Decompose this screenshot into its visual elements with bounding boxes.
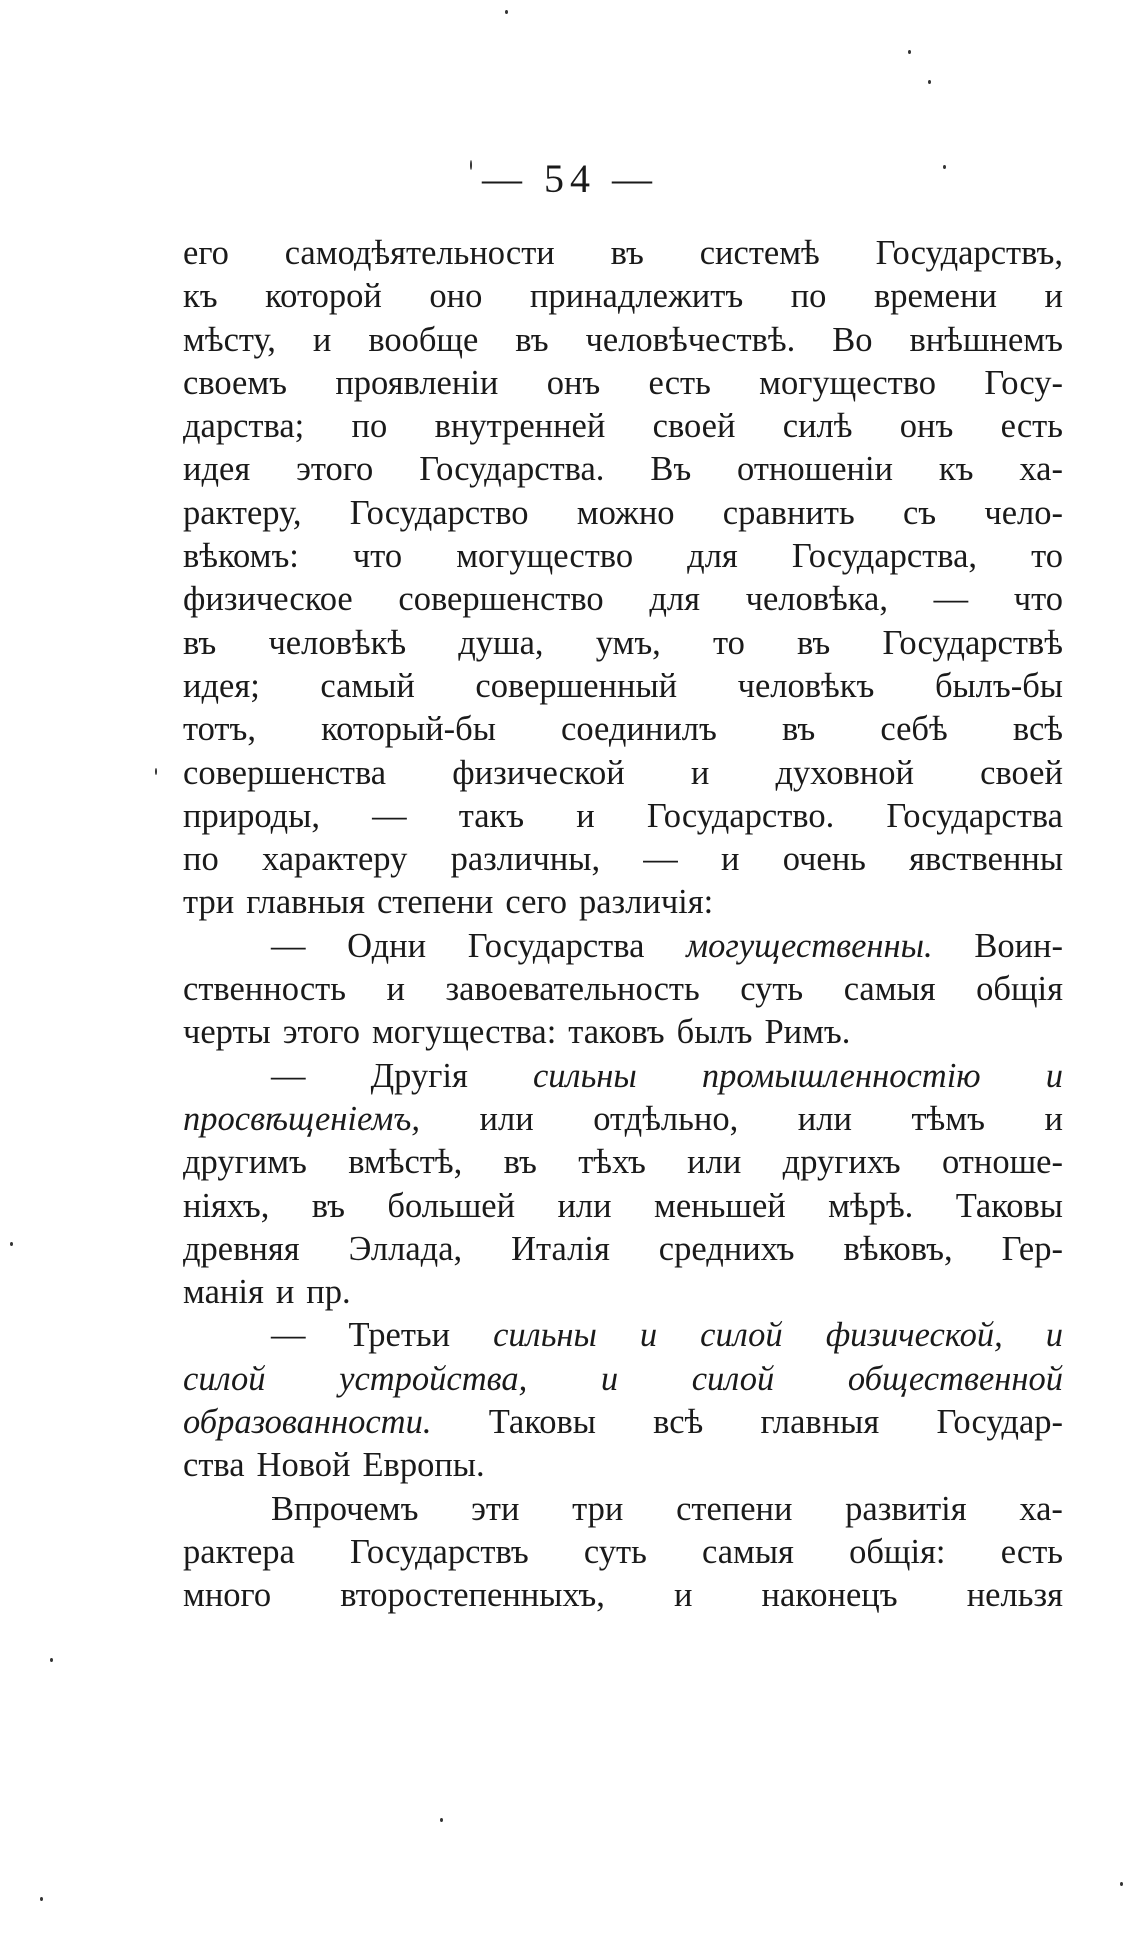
word: — bbox=[372, 796, 407, 835]
word: Въ bbox=[650, 450, 692, 489]
word: могущественны. bbox=[686, 926, 933, 965]
word: своей bbox=[652, 407, 736, 446]
word: Во bbox=[832, 320, 873, 359]
word: къ bbox=[183, 277, 218, 316]
word: просвѣщеніемъ, bbox=[183, 1099, 420, 1138]
word: есть bbox=[1000, 1532, 1063, 1571]
word: и bbox=[600, 1359, 619, 1398]
text-line bbox=[183, 319, 1063, 362]
word: Европы. bbox=[362, 1446, 485, 1485]
word: силой bbox=[691, 1359, 775, 1398]
word: вѣкомъ: bbox=[183, 537, 299, 576]
word: къ bbox=[938, 450, 974, 489]
word: идея bbox=[183, 450, 251, 489]
scan-speck bbox=[10, 1242, 13, 1246]
word: такъ bbox=[458, 796, 525, 835]
text-line bbox=[183, 665, 1063, 708]
word: Государство. bbox=[646, 796, 835, 835]
word: сего bbox=[505, 883, 567, 922]
word: всѣ bbox=[653, 1403, 704, 1442]
word: могущества: bbox=[371, 1013, 557, 1052]
word: общія bbox=[976, 970, 1063, 1009]
word: и bbox=[1044, 1099, 1063, 1138]
word: Другія bbox=[370, 1056, 468, 1095]
text-line bbox=[183, 1401, 1063, 1444]
word: совершенства bbox=[183, 753, 387, 792]
word: что bbox=[352, 537, 403, 576]
scan-speck bbox=[155, 768, 157, 775]
word: своей bbox=[980, 753, 1063, 792]
word: человѣкѣ bbox=[268, 623, 407, 662]
text-line bbox=[183, 838, 1063, 881]
word: главныя bbox=[246, 883, 365, 922]
word: тотъ, bbox=[183, 710, 256, 749]
word: въ bbox=[797, 623, 831, 662]
word: и bbox=[1045, 1316, 1063, 1355]
word: проявленіи bbox=[335, 363, 499, 402]
word: дарства; bbox=[183, 407, 305, 446]
word: духовной bbox=[775, 753, 914, 792]
word: можно bbox=[576, 493, 675, 532]
word: ха- bbox=[1019, 450, 1063, 489]
word: наконецъ bbox=[761, 1576, 898, 1615]
word: въ bbox=[311, 1186, 346, 1225]
word: есть bbox=[1000, 407, 1063, 446]
word: второстепенныхъ, bbox=[340, 1576, 605, 1615]
word: силѣ bbox=[782, 407, 853, 446]
word: меньшей bbox=[654, 1186, 786, 1225]
word: Государства. bbox=[419, 450, 605, 489]
word: Государства bbox=[886, 796, 1063, 835]
scan-speck bbox=[40, 1897, 43, 1901]
text-line bbox=[183, 362, 1063, 405]
word: явственны bbox=[909, 840, 1063, 879]
word: образованности. bbox=[183, 1403, 432, 1442]
word: степени bbox=[676, 1489, 793, 1528]
word: времени bbox=[874, 277, 997, 316]
word: соединилъ bbox=[561, 710, 717, 749]
word: самый bbox=[320, 666, 415, 705]
word: въ bbox=[503, 1143, 537, 1182]
word: то bbox=[712, 623, 745, 662]
word: идея; bbox=[183, 666, 260, 705]
word: отноше- bbox=[942, 1143, 1063, 1182]
text-line bbox=[183, 1358, 1063, 1401]
text-line bbox=[183, 1271, 1063, 1314]
word: тѣмъ bbox=[911, 1099, 985, 1138]
word: Воин- bbox=[974, 926, 1063, 965]
word: — bbox=[271, 1316, 306, 1355]
word: вообще bbox=[368, 320, 479, 359]
word: мѣрѣ. bbox=[828, 1186, 914, 1225]
word: системѣ bbox=[699, 234, 820, 272]
word: вмѣстѣ, bbox=[348, 1143, 463, 1182]
word: развитія bbox=[845, 1489, 967, 1528]
word: ха- bbox=[1019, 1489, 1063, 1528]
word: Государства, bbox=[791, 537, 978, 576]
word: характеру bbox=[261, 840, 408, 879]
word: этого bbox=[282, 1013, 360, 1052]
word: въ bbox=[781, 710, 816, 749]
word: его bbox=[183, 234, 229, 272]
word: по bbox=[183, 840, 219, 879]
word: этого bbox=[296, 450, 374, 489]
word: Новой bbox=[256, 1446, 351, 1485]
word: для bbox=[649, 580, 700, 619]
word: который-бы bbox=[321, 710, 496, 749]
word: внутренней bbox=[434, 407, 606, 446]
word: и bbox=[639, 1316, 658, 1355]
word: человѣкъ bbox=[737, 666, 875, 705]
word: и bbox=[1044, 277, 1063, 316]
word: что bbox=[1013, 580, 1063, 619]
word: чело- bbox=[984, 493, 1063, 532]
word: есть bbox=[648, 363, 711, 402]
scan-speck bbox=[440, 1818, 443, 1822]
word: своемъ bbox=[183, 363, 288, 402]
word: степени bbox=[376, 883, 494, 922]
text-line bbox=[183, 881, 1063, 924]
word: Государствъ bbox=[350, 1532, 529, 1571]
word: себѣ bbox=[880, 710, 948, 749]
word: три bbox=[183, 883, 235, 922]
text-line bbox=[183, 1011, 1063, 1054]
word: промышленностію bbox=[701, 1056, 981, 1095]
word: ства bbox=[183, 1446, 245, 1485]
word: отношеніи bbox=[737, 450, 894, 489]
word: Госу- bbox=[984, 363, 1063, 402]
text-line bbox=[183, 535, 1063, 578]
word: Эллада, bbox=[348, 1229, 463, 1268]
word: могущество bbox=[759, 363, 937, 402]
text-line bbox=[183, 275, 1063, 318]
word: ственность bbox=[183, 970, 346, 1009]
word: внѣшнемъ bbox=[909, 320, 1063, 359]
scan-speck bbox=[908, 50, 911, 54]
word: таковъ bbox=[568, 1013, 665, 1052]
word: которой bbox=[265, 277, 382, 316]
word: силой bbox=[700, 1316, 783, 1355]
word: природы, bbox=[183, 796, 321, 835]
word: совершенный bbox=[475, 666, 678, 705]
word: ніяхъ, bbox=[183, 1186, 270, 1225]
word: среднихъ bbox=[658, 1229, 795, 1268]
word: Впрочемъ bbox=[271, 1489, 419, 1528]
word: Италія bbox=[511, 1229, 610, 1268]
word: былъ bbox=[676, 1013, 753, 1052]
word: силой bbox=[183, 1359, 266, 1398]
word: другимъ bbox=[183, 1143, 307, 1182]
word: и bbox=[721, 840, 740, 879]
word: по bbox=[351, 407, 388, 446]
word: Государство bbox=[349, 493, 529, 532]
word: древняя bbox=[183, 1229, 300, 1268]
word: Таковы bbox=[488, 1403, 596, 1442]
word: и bbox=[1045, 1056, 1063, 1095]
word: Третьи bbox=[348, 1316, 451, 1355]
page-number: — 54 — bbox=[482, 156, 658, 201]
word: Таковы bbox=[955, 1186, 1063, 1225]
text-line bbox=[183, 752, 1063, 795]
word: былъ-бы bbox=[934, 666, 1063, 705]
word: очень bbox=[782, 840, 866, 879]
word: въ bbox=[183, 623, 217, 662]
word: — bbox=[271, 926, 306, 965]
text-line bbox=[183, 1055, 1063, 1098]
word: могущество bbox=[456, 537, 634, 576]
word: оно bbox=[429, 277, 483, 316]
word: суть bbox=[740, 970, 804, 1009]
word: сравнить bbox=[722, 493, 855, 532]
word: Государствѣ bbox=[882, 623, 1063, 662]
text-line bbox=[183, 1531, 1063, 1574]
word: Одни bbox=[347, 926, 427, 965]
scan-speck bbox=[1120, 1882, 1123, 1886]
word: онъ bbox=[546, 363, 601, 402]
text-line bbox=[183, 232, 1063, 275]
word: рактеру, bbox=[183, 493, 302, 532]
word: главныя bbox=[760, 1403, 880, 1442]
word: онъ bbox=[899, 407, 954, 446]
word: въ bbox=[610, 234, 644, 272]
word: всѣ bbox=[1012, 710, 1063, 749]
text-line bbox=[183, 405, 1063, 448]
word: — bbox=[271, 1056, 306, 1095]
word: и bbox=[690, 753, 710, 792]
word: въ bbox=[515, 320, 549, 359]
word: устройства, bbox=[339, 1359, 528, 1398]
word: человѣка, bbox=[745, 580, 888, 619]
word: другихъ bbox=[782, 1143, 901, 1182]
word: физическое bbox=[183, 580, 353, 619]
word: Государ- bbox=[936, 1403, 1063, 1442]
word: самыя bbox=[702, 1532, 794, 1571]
text-line bbox=[183, 1444, 1063, 1487]
body-text bbox=[183, 232, 1063, 1618]
word: сильны bbox=[493, 1316, 597, 1355]
word: для bbox=[687, 537, 738, 576]
word: большей bbox=[387, 1186, 516, 1225]
text-line bbox=[183, 1314, 1063, 1357]
text-line bbox=[183, 448, 1063, 491]
word: три bbox=[572, 1489, 624, 1528]
word: общія: bbox=[849, 1532, 946, 1571]
text-line bbox=[183, 968, 1063, 1011]
word: душа, bbox=[458, 623, 544, 662]
word: завоевательность bbox=[445, 970, 700, 1009]
text-line bbox=[183, 492, 1063, 535]
word: вѣковъ, bbox=[843, 1229, 953, 1268]
text-line bbox=[183, 1185, 1063, 1228]
scan-speck bbox=[505, 10, 508, 14]
word: — bbox=[643, 840, 678, 879]
word: суть bbox=[583, 1532, 647, 1571]
word: и bbox=[576, 796, 595, 835]
word: Государства bbox=[467, 926, 645, 965]
word: или bbox=[479, 1099, 534, 1138]
word: съ bbox=[902, 493, 937, 532]
word: черты bbox=[183, 1013, 271, 1052]
word: различія: bbox=[578, 883, 714, 922]
scan-speck bbox=[943, 165, 946, 169]
word: тѣхъ bbox=[578, 1143, 646, 1182]
text-line bbox=[183, 925, 1063, 968]
word: отдѣльно, bbox=[593, 1099, 739, 1138]
word: физической, bbox=[825, 1316, 1003, 1355]
word: самодѣятельности bbox=[284, 234, 555, 272]
word: человѣчествѣ. bbox=[585, 320, 796, 359]
text-line bbox=[183, 708, 1063, 751]
word: принадлежитъ bbox=[529, 277, 744, 316]
word: совершенство bbox=[398, 580, 604, 619]
scan-speck bbox=[50, 1658, 53, 1662]
word: Государствъ, bbox=[875, 234, 1063, 272]
text-line bbox=[183, 795, 1063, 838]
text-line bbox=[183, 1141, 1063, 1184]
word: много bbox=[183, 1576, 272, 1615]
scan-speck bbox=[928, 80, 931, 84]
word: — bbox=[933, 580, 969, 619]
word: умъ, bbox=[595, 623, 661, 662]
text-line bbox=[183, 1098, 1063, 1141]
word: или bbox=[797, 1099, 852, 1138]
word: общественной bbox=[847, 1359, 1063, 1398]
word: или bbox=[557, 1186, 612, 1225]
word: эти bbox=[471, 1489, 520, 1528]
text-line bbox=[183, 1574, 1063, 1617]
text-line bbox=[183, 578, 1063, 621]
word: рактера bbox=[183, 1532, 295, 1571]
text-line bbox=[183, 1228, 1063, 1271]
text-line bbox=[183, 1488, 1063, 1531]
word: самыя bbox=[843, 970, 936, 1009]
word: Гер- bbox=[1001, 1229, 1063, 1268]
word: пр. bbox=[306, 1273, 351, 1312]
word: Римъ. bbox=[764, 1013, 851, 1052]
word: и bbox=[312, 320, 332, 359]
word: мѣсту, bbox=[183, 320, 276, 359]
scan-speck bbox=[470, 160, 472, 170]
text-line bbox=[183, 622, 1063, 665]
word: физической bbox=[452, 753, 625, 792]
word: нельзя bbox=[966, 1576, 1063, 1615]
word: манія bbox=[183, 1273, 264, 1312]
word: различны, bbox=[450, 840, 601, 879]
word: по bbox=[790, 277, 827, 316]
word: и bbox=[673, 1576, 693, 1615]
word: то bbox=[1031, 537, 1063, 576]
word: и bbox=[275, 1273, 295, 1312]
word: или bbox=[687, 1143, 742, 1182]
word: и bbox=[386, 970, 405, 1009]
word: сильны bbox=[532, 1056, 637, 1095]
